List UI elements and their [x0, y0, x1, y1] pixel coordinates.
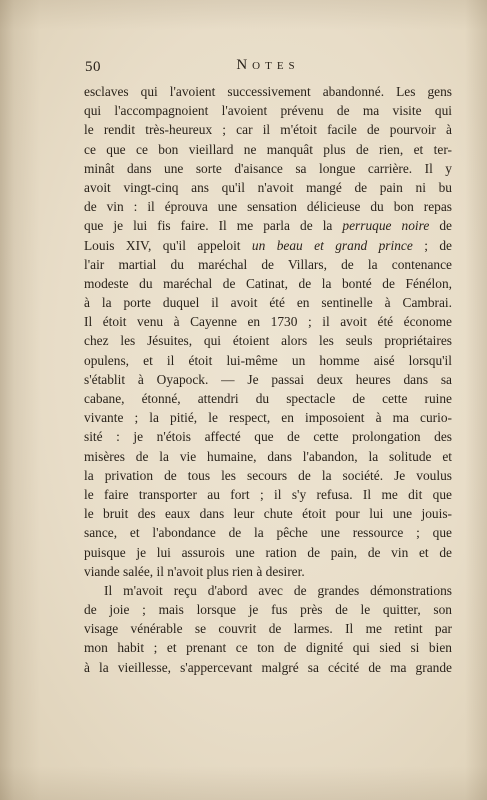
text-line — [84, 370, 452, 389]
text-line — [84, 255, 452, 274]
running-head: Notes — [236, 57, 300, 73]
text-segment: chez les Jésuites, qui étoient alors les seuls propriétaires — [84, 333, 452, 349]
text-line — [84, 408, 452, 427]
text-segment: l'air martial du maréchal de Villars, de la contenance — [84, 256, 452, 272]
text-segment: de joie ; mais lorsque je fus près de le quitter, son — [84, 602, 452, 618]
text-line — [84, 466, 452, 485]
text-line — [84, 82, 452, 101]
text-segment: vivante ; la pitié, le respect, en imposoient à ma curio- — [84, 410, 452, 426]
text-segment: cabane, étonné, attendri du spectacle de cette ruine — [84, 391, 452, 406]
text-line — [84, 581, 452, 600]
text-segment: la privation de tous les secours de la société. Je voulus — [84, 467, 452, 483]
text-segment: à la porte duquel il avoit été en sentinelle à Cambrai. — [84, 295, 452, 311]
text-line — [84, 658, 452, 677]
text-line — [84, 523, 452, 542]
text-line — [84, 312, 452, 331]
text-line — [84, 619, 452, 638]
text-segment: ce que ce bon vieillard ne manquât plus de rien, et ter- — [84, 141, 452, 157]
text-segment: qui l'accompagnoient l'avoient prévenu de ma visite qui — [84, 103, 452, 119]
text-segment: avoit vingt-cinq ans qu'il n'avoit mangé de pain ni bu — [84, 179, 452, 195]
text-segment: mon habit ; et prenant ce ton de dignité qui sied si bien — [84, 640, 452, 656]
italic-text: un beau et grand prince — [251, 237, 413, 253]
text-segment: Il m'avoit reçu d'abord avec de grandes démonstrations — [104, 582, 452, 598]
text-line — [84, 236, 452, 255]
text-line — [84, 389, 452, 408]
text-segment: le faire transporter au fort ; il s'y refusa. Il me dit que — [84, 486, 452, 502]
text-segment: esclaves qui l'avoient successivement abandonné. Les gens — [84, 84, 452, 99]
text-segment: sance, et l'abondance de la pêche une ressource ; que — [84, 525, 452, 541]
text-line — [84, 427, 452, 446]
text-segment: minât dans une sorte d'aisance sa longue carrière. Il y — [84, 160, 452, 176]
text-segment: Louis XIV, qu'il appeloit — [84, 237, 252, 253]
text-segment: misères de la vie humaine, dans l'abandon, la solitude et — [84, 448, 452, 464]
text-line — [84, 274, 452, 293]
text-line — [84, 351, 452, 370]
text-segment: viande salée, il n'avoit plus rien à desirer. — [84, 563, 305, 579]
text-segment: de vin : il éprouva une sensation délicieuse du bon repas — [84, 199, 452, 215]
text-line — [84, 159, 452, 178]
paragraph — [84, 82, 452, 581]
text-segment: que je lui fis faire. Il me parla de la — [84, 218, 343, 234]
text-line — [84, 216, 452, 235]
text-body — [84, 82, 452, 677]
text-segment: modeste du maréchal de Catinat, de la bonté de Fénélon, — [84, 275, 452, 291]
text-segment: puisque je lui assurois une ration de pain, de vin et de — [84, 544, 452, 560]
paragraph — [84, 581, 452, 677]
text-line — [84, 293, 452, 312]
text-segment: opulens, et il étoit lui-même un homme aisé lorsqu'il — [84, 352, 452, 368]
text-line — [84, 638, 452, 657]
italic-text: perruque noire — [342, 218, 430, 234]
text-line — [84, 197, 452, 216]
text-segment: visage vénérable se couvrit de larmes. Il me retint par — [84, 621, 452, 637]
text-line — [84, 543, 452, 562]
text-segment: Il étoit venu à Cayenne en 1730 ; il avoit été économe — [84, 314, 452, 330]
text-line — [84, 120, 452, 139]
text-segment: de — [429, 218, 452, 234]
text-segment: le bruit des eaux dans leur chute étoit pour lui une jouis- — [84, 506, 452, 522]
text-line — [84, 600, 452, 619]
text-line — [84, 504, 452, 523]
text-line — [84, 101, 452, 120]
text-line — [84, 178, 452, 197]
text-segment: s'établit à Oyapock. — Je passai deux heures dans sa — [84, 371, 452, 387]
text-segment: sité : je n'étois affecté que de cette prolongation des — [84, 429, 452, 445]
text-line — [84, 140, 452, 159]
text-segment: à la vieillesse, s'appercevant malgré sa cécité de ma grande — [84, 659, 452, 675]
text-segment: le rendit très-heureux ; car il m'étoit facile de pourvoir à — [84, 122, 452, 138]
text-segment: ; de — [412, 237, 452, 253]
page-number: 50 — [85, 59, 101, 75]
text-line — [84, 331, 452, 350]
text-line — [84, 485, 452, 504]
text-line — [84, 562, 452, 581]
text-line — [84, 447, 452, 466]
